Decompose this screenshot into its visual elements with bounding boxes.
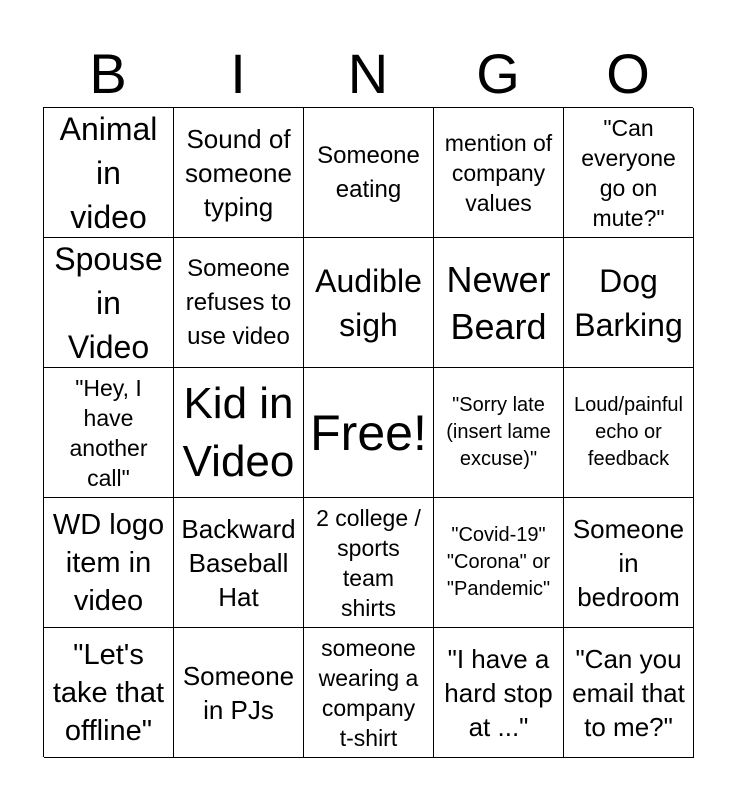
cell-text: WD logo item in video xyxy=(52,508,165,617)
bingo-cell-r3c1[interactable] xyxy=(174,498,304,628)
bingo-cell-free[interactable] xyxy=(304,368,434,498)
bingo-cell-r1c4[interactable] xyxy=(564,238,694,368)
cell-text: Newer Beard xyxy=(446,258,551,347)
header-letter-n: N xyxy=(347,42,389,105)
cell-text: "Sorry late (insert lame excuse)" xyxy=(446,394,551,470)
bingo-cell-r0c1[interactable] xyxy=(174,108,304,238)
cell-text: Animal in video xyxy=(59,110,158,235)
cell-text: Kid in Video xyxy=(182,378,295,486)
free-space-text: Free! xyxy=(310,404,427,461)
cell-text: Someone refuses to use video xyxy=(185,254,292,350)
cell-text: mention of company values xyxy=(444,129,553,216)
bingo-cell-r3c2[interactable] xyxy=(304,498,434,628)
cell-text: Audible sigh xyxy=(315,262,422,343)
cell-text: Dog Barking xyxy=(574,262,683,343)
bingo-cell-r1c2[interactable] xyxy=(304,238,434,368)
bingo-cell-r4c1[interactable] xyxy=(174,628,304,758)
cell-text: "Hey, I have another call" xyxy=(69,374,148,491)
bingo-cell-r1c0[interactable] xyxy=(44,238,174,368)
bingo-cell-r0c4[interactable] xyxy=(564,108,694,238)
cell-text: someone wearing a company t-shirt xyxy=(318,634,419,751)
bingo-cell-r4c4[interactable] xyxy=(564,628,694,758)
header-letter-b: B xyxy=(89,42,127,105)
header-letter-i: I xyxy=(230,42,246,105)
bingo-cell-r4c0[interactable] xyxy=(44,628,174,758)
cell-text: "I have a hard stop at ..." xyxy=(444,643,553,742)
bingo-cell-r2c0[interactable] xyxy=(44,368,174,498)
cell-text: Spouse in Video xyxy=(54,240,163,365)
bingo-cell-r1c1[interactable] xyxy=(174,238,304,368)
bingo-cell-r0c2[interactable] xyxy=(304,108,434,238)
cell-text: "Covid-19" "Corona" or "Pandemic" xyxy=(446,524,551,600)
bingo-cell-r3c0[interactable] xyxy=(44,498,174,628)
cell-text: Someone in bedroom xyxy=(572,513,685,612)
header-letter-o: O xyxy=(606,42,650,105)
cell-text: Someone in PJs xyxy=(182,660,295,725)
bingo-cell-r3c3[interactable] xyxy=(434,498,564,628)
cell-text: "Can everyone go on mute?" xyxy=(581,114,676,231)
bingo-header xyxy=(43,40,693,108)
cell-text: Loud/painful echo or feedback xyxy=(574,394,683,470)
cell-text: Backward Baseball Hat xyxy=(181,513,296,612)
bingo-cell-r0c3[interactable] xyxy=(434,108,564,238)
bingo-cell-r4c2[interactable] xyxy=(304,628,434,758)
header-letter-g: G xyxy=(476,42,520,105)
cell-text: Sound of someone typing xyxy=(185,123,292,222)
cell-text: Someone eating xyxy=(317,141,420,203)
bingo-cell-r2c1[interactable] xyxy=(174,368,304,498)
bingo-cell-r1c3[interactable] xyxy=(434,238,564,368)
cell-text: "Let's take that offline" xyxy=(52,638,165,747)
bingo-cell-r3c4[interactable] xyxy=(564,498,694,628)
bingo-board xyxy=(43,107,693,757)
cell-text: 2 college / sports team shirts xyxy=(316,504,421,621)
cell-text: "Can you email that to me?" xyxy=(572,643,685,742)
bingo-cell-r4c3[interactable] xyxy=(434,628,564,758)
bingo-cell-r2c3[interactable] xyxy=(434,368,564,498)
bingo-cell-r0c0[interactable] xyxy=(44,108,174,238)
bingo-cell-r2c4[interactable] xyxy=(564,368,694,498)
